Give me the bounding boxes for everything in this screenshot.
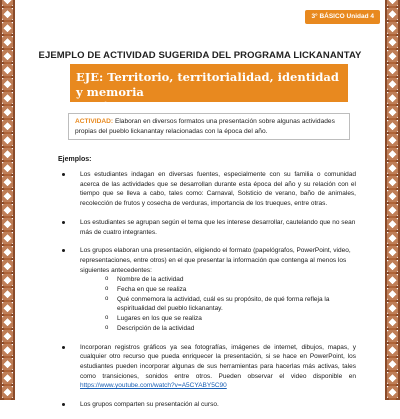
sublist-item: o Lugares en los que se realiza	[80, 314, 356, 324]
antecedentes-sublist	[80, 275, 356, 333]
decorative-border-left	[0, 0, 15, 400]
eje-title-line1: EJE: Territorio, territorialidad, identidad y memoria	[76, 70, 339, 99]
sublist-item: o Qué conmemora la actividad, cuál es su propósito, de qué forma refleja la espiritualidad del pueblo lickanantay.	[80, 295, 356, 314]
decorative-border-right	[385, 0, 400, 400]
sublist-item: o Descripción de la actividad	[80, 324, 356, 334]
grade-badge: 3° BÁSICO Unidad 4	[305, 10, 380, 24]
program-title: EJEMPLO DE ACTIVIDAD SUGERIDA DEL PROGRAMA LICKANANTAY	[38, 50, 362, 61]
list-item: Los estudiantes se agrupan según el tema que les interese desarrollar, cautelando que no sean más de cuatro integrantes.	[56, 218, 356, 237]
eje-title-line2: histórica de los pueblos originarios.	[76, 100, 309, 114]
video-link[interactable]: https://www.youtube.com/watch?v=A5CYABY5C90	[80, 382, 227, 390]
list-item: Incorporan registros gráficos ya sea fotografías, imágenes de internet, dibujos, mapas, y cualquier otro recurso que pueda enriquecer la presentación, si se hace en PowerPoint, los estudiantes pueden incorporar algunas de sus herramientas para hacerlas más activas, tales como transiciones, sonidos entre otros. Pueden observar el video disponible en https://www.youtube.com/watch?v=A5CYABY5C90	[56, 343, 356, 392]
eje-banner	[70, 64, 348, 114]
activity-label: ACTIVIDAD:	[75, 118, 114, 125]
activity-text: Elaboran en diversos formatos una presentación sobre algunas actividades propias del pueblo lickanantay relacionadas con la época del año.	[75, 118, 335, 135]
examples-heading: Ejemplos:	[58, 156, 92, 163]
list-item: Los estudiantes indagan en diversas fuentes, especialmente con su familia o comunidad acerca de las actividades que se desarrollan durante esta época del año y su relación con el tiempo que se lleva a cabo, tales como: Carnaval, Solsticio de verano, baño de animales, recolección de frutos y cosecha de verduras, importancia de los trueques, entre otras.	[56, 170, 356, 209]
list-item: Los grupos comparten su presentación al curso.	[56, 400, 356, 410]
examples-content	[56, 170, 356, 419]
examples-list	[56, 170, 356, 410]
sublist-item: o Fecha en que se realiza	[80, 285, 356, 295]
activity-box	[68, 113, 350, 140]
sublist-item: o Nombre de la actividad	[80, 275, 356, 285]
list-item: Los grupos elaboran una presentación, eligiendo el formato (papelógrafos, PowerPoint, video, representaciones, entre otros) en el que presentar la información que contenga al menos los siguientes antecedentes: o Nombre de la actividad o Fecha en que se realiza o Qué conmemora la actividad, cuál es su propósito, de qué forma refleja la espiritualidad del pueblo lickanantay. o Lugares en los que se realiza o Descripción de la actividad	[56, 246, 356, 333]
